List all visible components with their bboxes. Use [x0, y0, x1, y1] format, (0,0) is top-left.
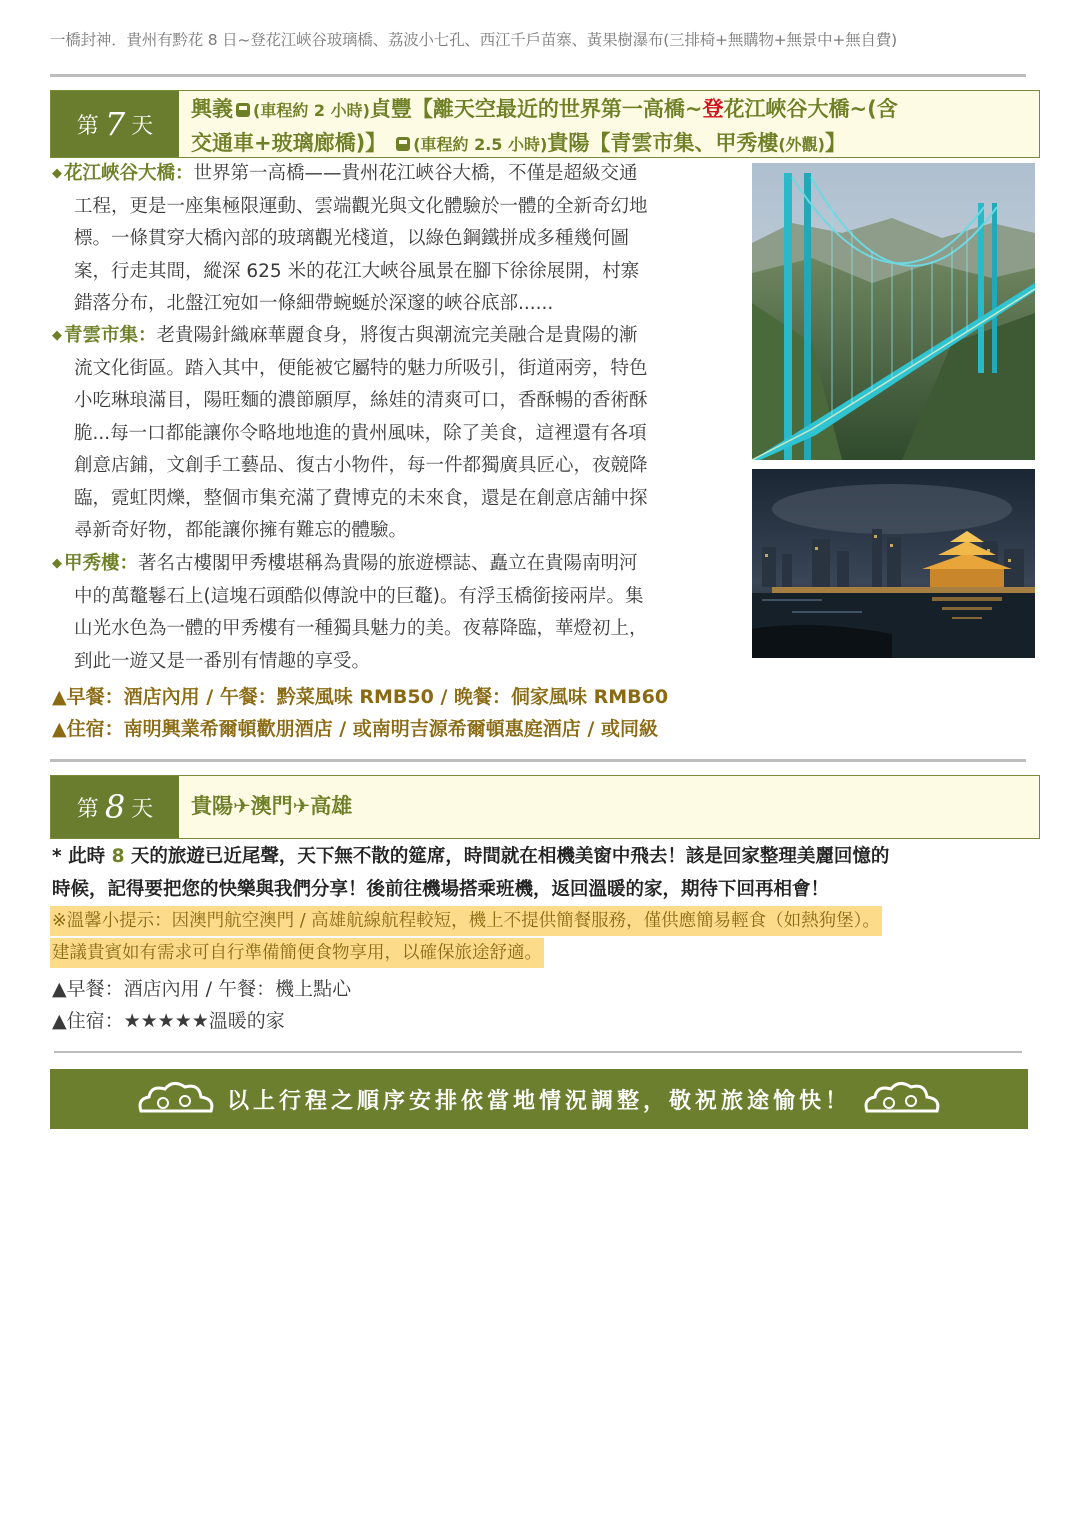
header-rule: [50, 74, 1026, 77]
section-line: 工程，更是一座集極限運動、雲端觀光與文化體驗於一體的全新奇幻地: [74, 195, 648, 217]
section-line: 錯落分布，北盤江宛如一條細帶蜿蜒於深邃的峽谷底部......: [74, 293, 554, 314]
bridge-photo: [752, 163, 1035, 460]
day7-title-line2: [191, 127, 1031, 161]
day8-note: [52, 840, 1032, 906]
section-line: 尋新奇好物，都能讓你擁有難忘的體驗。: [74, 520, 408, 541]
section-qingyun: [52, 320, 742, 548]
section-line: 中的萬鼇鬈石上(這塊石頭酷似傳說中的巨鼇)。有浮玉橋銜接兩岸。集: [74, 585, 644, 607]
day8-hotel: ▲住宿：★★★★★溫暖的家: [52, 1010, 285, 1032]
day7-title-part: (車程約 2.5 小時): [413, 135, 548, 154]
section-rule: [50, 759, 1026, 762]
section-jiaxiu: [52, 548, 742, 678]
section-line: 臨，霓虹閃爍，整個市集充滿了費博克的未來食，還是在創意店舖中探: [74, 487, 648, 509]
day8-note-line1: [52, 840, 1032, 873]
day7-hotel: ▲住宿：南明興業希爾頓歡朋酒店 / 或南明吉源希爾頓惠庭酒店 / 或同級: [52, 718, 658, 740]
day8-tip-line2: 建議貴賓如有需求可自行準備簡便食物享用，以確保旅途舒適。: [50, 938, 544, 968]
bus-icon: [236, 103, 250, 117]
day7-title: [191, 93, 1031, 161]
day7-title-part: 興義: [191, 97, 233, 121]
day7-title-part: 】: [824, 131, 846, 155]
day7-title-part: 花江峽谷大橋~(含: [723, 97, 898, 121]
day8-note-part: * 此時: [52, 846, 112, 867]
diamond-bullet-icon: ◆: [52, 328, 62, 343]
section-line: 到此一遊又是一番別有情趣的享受。: [74, 650, 371, 672]
day8-note-number: 8: [111, 846, 125, 867]
section-huajiang: [52, 158, 742, 321]
day7-number: 7: [104, 105, 126, 143]
section-heading: 花江峽谷大橋：: [64, 163, 194, 184]
section-line: 著名古樓閣甲秀樓堪稱為貴陽的旅遊標誌、矗立在貴陽南明河: [138, 553, 638, 574]
day8-prefix: 第: [76, 796, 99, 822]
section-line: 創意店鋪，文創手工藝品、復古小物件，每一件都獨廣具匠心，夜競降: [74, 455, 648, 476]
day7-suffix: 天: [131, 113, 154, 139]
section-heading: 甲秀樓：: [64, 553, 139, 574]
day8-title-box: [50, 775, 1040, 839]
cloud-ornament-icon: [861, 1077, 943, 1121]
section-line: 流文化街區。踏入其中，便能被它屬特的魅力所吸引，街道兩旁，特色: [74, 357, 648, 379]
day7-meals: ▲早餐：酒店內用 / 午餐：黔菜風味 RMB50 / 晚餐：侗家風味 RMB60: [52, 686, 669, 708]
day7-title-part: (車程約 2 小時): [253, 101, 370, 120]
section-line: 山光水色為一體的甲秀樓有一種獨具魅力的美。夜幕降臨，華燈初上，: [74, 618, 648, 639]
document-header: 一橋封神．貴州有黔花 8 日~登花江峽谷玻璃橋、荔波小七孔、西江千戶苗寨、黃果樹瀑布(三排椅+無購物+無景中+無自費): [50, 31, 897, 49]
footer-banner: [50, 1069, 1028, 1129]
section-line: 脆...每一口都能讓你令略地地進的貴州風味，除了美食，這裡還有各項: [74, 422, 647, 444]
cloud-ornament-icon: [135, 1077, 217, 1121]
section-line: 老貴陽針織麻華麗食身，將復古與潮流完美融合是貴陽的漸: [156, 325, 638, 346]
day7-title-part: (外觀): [778, 135, 825, 154]
day8-tip-line1: ※溫馨小提示：因澳門航空澳門 / 高雄航線航程較短，機上不提供簡餐服務，僅供應簡易輕食（如熱狗堡）。: [50, 906, 882, 936]
day8-note-line2: 時候，記得要把您的快樂與我們分享！後前往機場搭乘班機，返回溫暖的家，期待下回再相會！: [52, 879, 830, 900]
section-heading: 青雲市集：: [64, 325, 157, 346]
day7-title-line1: [191, 93, 1031, 127]
day7-title-highlight: 登: [702, 97, 724, 121]
day8-note-part: 天的旅遊已近尾聲，天下無不散的筵席，時間就在相機美窗中飛去！該是回家整理美麗回憶的: [124, 846, 890, 867]
day7-title-part: 貞豐【離天空最近的世界第一高橋~: [369, 97, 703, 121]
footer-rule: [54, 1051, 1022, 1053]
day7-badge: [51, 91, 179, 157]
jiaxiu-tower-photo: [752, 469, 1035, 658]
section-line: 小吃琳琅滿目，陽旺麵的濃節願厚，絲娃的清爽可口，香酥暢的香術酥: [74, 390, 648, 411]
day8-meals: ▲早餐：酒店內用 / 午餐：機上點心: [52, 978, 352, 1000]
section-line: 標。一條貫穿大橋內部的玻璃觀光棧道，以綠色鋼鐵拼成多種幾何圖: [74, 228, 630, 249]
day7-prefix: 第: [76, 113, 99, 139]
day8-badge: [51, 776, 179, 838]
bus-icon: [396, 137, 410, 151]
diamond-bullet-icon: ◆: [52, 166, 62, 181]
section-line: 世界第一高橋——貴州花江峽谷大橋，不僅是超級交通: [193, 163, 638, 184]
diamond-bullet-icon: ◆: [52, 556, 62, 571]
day7-title-part: 交通車+玻璃廊橋)】: [191, 131, 387, 155]
day8-number: 8: [104, 788, 126, 826]
day8-suffix: 天: [131, 796, 154, 822]
day7-title-part: 貴陽【青雲市集、甲秀樓: [547, 131, 779, 155]
day7-title-box: [50, 90, 1040, 158]
day8-title: 貴陽✈澳門✈高雄: [191, 794, 353, 818]
footer-text: 以上行程之順序安排依當地情況調整，敬祝旅途愉快！: [226, 1088, 851, 1114]
section-line: 案，行走其間，縱深 625 米的花江大峽谷風景在腳下徐徐展開，村寨: [74, 260, 640, 282]
